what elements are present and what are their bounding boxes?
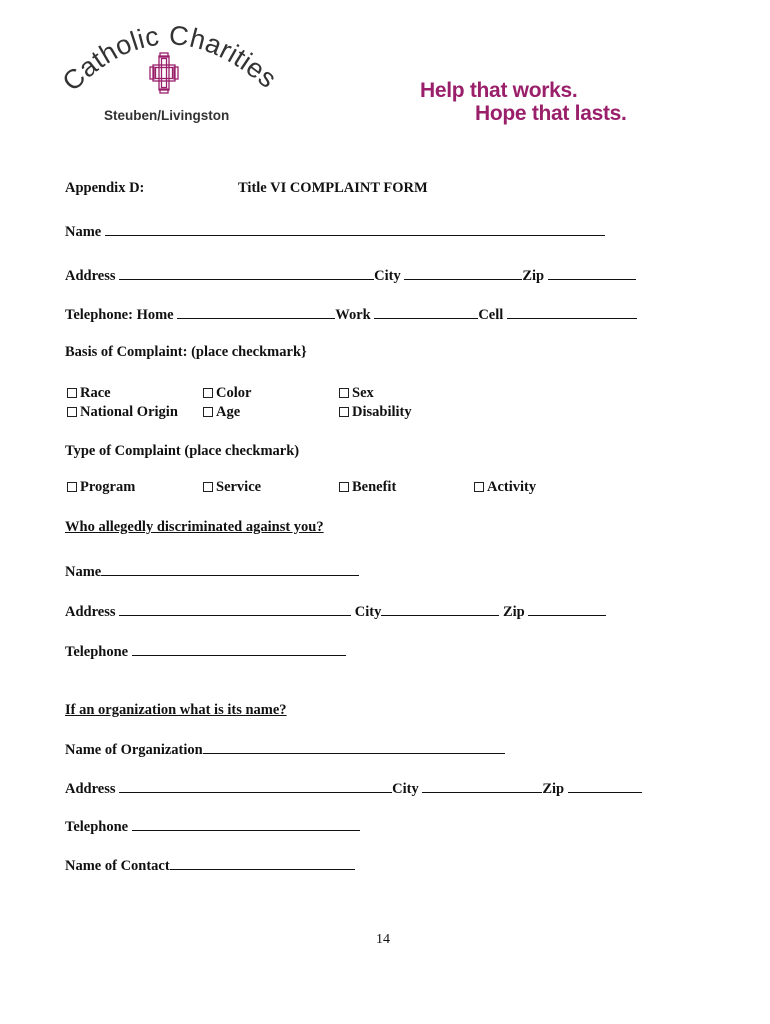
checkbox[interactable] — [203, 407, 213, 417]
discriminator-address-row — [65, 602, 606, 621]
discriminator-name-field[interactable] — [101, 562, 359, 576]
org-zip-field[interactable] — [568, 779, 642, 793]
discriminator-name-row — [65, 562, 359, 581]
checkbox[interactable] — [67, 388, 77, 398]
checkbox[interactable] — [474, 482, 484, 492]
address-label: Address — [65, 268, 116, 284]
org-address-row — [65, 779, 642, 798]
discriminator-zip-field[interactable] — [528, 602, 606, 616]
address-label: Address — [65, 604, 116, 620]
discriminator-telephone-row — [65, 642, 346, 661]
basis-heading: Basis of Complaint: (place checkmark} — [65, 344, 307, 360]
telephone-home-label: Telephone: Home — [65, 307, 174, 323]
catholic-charities-logo — [60, 14, 290, 129]
city-label: City — [354, 604, 382, 620]
city-field[interactable] — [404, 266, 522, 280]
cell-label: Cell — [478, 307, 504, 323]
complainant-name-row — [65, 222, 605, 241]
cross-emblem-icon — [150, 53, 178, 93]
address-field[interactable] — [119, 266, 374, 280]
telephone-label: Telephone — [65, 819, 129, 835]
basis-option-sex[interactable]: Sex — [339, 385, 374, 402]
checkbox[interactable] — [203, 388, 213, 398]
org-address-field[interactable] — [119, 779, 392, 793]
name-label: Name — [65, 564, 102, 580]
org-contact-field[interactable] — [170, 856, 355, 870]
work-label: Work — [335, 307, 371, 323]
basis-option-national-origin[interactable]: National Origin — [67, 404, 178, 421]
discriminator-telephone-field[interactable] — [132, 642, 346, 656]
basis-option-race[interactable]: Race — [67, 385, 111, 402]
org-contact-row — [65, 856, 355, 875]
name-field[interactable] — [105, 222, 605, 236]
basis-option-age[interactable]: Age — [203, 404, 240, 421]
type-option-program[interactable]: Program — [67, 479, 135, 496]
type-option-activity[interactable]: Activity — [474, 479, 536, 496]
type-option-service[interactable]: Service — [203, 479, 261, 496]
complainant-address-row — [65, 266, 636, 285]
appendix-label: Appendix D: — [65, 180, 145, 196]
telephone-work-field[interactable] — [374, 305, 478, 319]
org-telephone-row — [65, 817, 360, 836]
discriminator-address-field[interactable] — [119, 602, 351, 616]
arched-logo-text — [60, 14, 290, 114]
city-label: City — [392, 781, 419, 797]
type-option-benefit[interactable]: Benefit — [339, 479, 396, 496]
org-name-row — [65, 740, 505, 759]
type-heading: Type of Complaint (place checkmark) — [65, 443, 300, 459]
telephone-label: Telephone — [65, 644, 129, 660]
org-telephone-field[interactable] — [132, 817, 360, 831]
telephone-home-field[interactable] — [177, 305, 335, 319]
checkbox[interactable] — [203, 482, 213, 492]
checkbox[interactable] — [67, 482, 77, 492]
city-label: City — [374, 268, 401, 284]
name-label: Name — [65, 224, 102, 240]
address-label: Address — [65, 781, 116, 797]
checkbox[interactable] — [339, 482, 349, 492]
tagline-line-1: Help that works. — [420, 79, 578, 102]
basis-option-disability[interactable]: Disability — [339, 404, 412, 421]
complainant-telephone-row — [65, 305, 637, 324]
tagline-line-2: Hope that lasts. — [475, 102, 627, 125]
discriminator-city-field[interactable] — [381, 602, 499, 616]
form-title: Title VI COMPLAINT FORM — [238, 180, 428, 196]
organization-heading: If an organization what is its name? — [65, 702, 287, 718]
zip-label: Zip — [502, 604, 525, 620]
checkbox[interactable] — [339, 388, 349, 398]
svg-text:Catholic Charities: Catholic Charities — [60, 20, 283, 97]
checkbox[interactable] — [339, 407, 349, 417]
zip-label: Zip — [542, 781, 565, 797]
discriminator-heading: Who allegedly discriminated against you? — [65, 519, 324, 535]
org-name-label: Name of Organization — [65, 742, 203, 758]
telephone-cell-field[interactable] — [507, 305, 637, 319]
zip-field[interactable] — [548, 266, 636, 280]
basis-option-color[interactable]: Color — [203, 385, 251, 402]
contact-label: Name of Contact — [65, 858, 170, 874]
checkbox[interactable] — [67, 407, 77, 417]
org-city-field[interactable] — [422, 779, 542, 793]
page-number: 14 — [376, 932, 390, 947]
logo-region-label: Steuben/Livingston — [104, 108, 230, 123]
org-name-field[interactable] — [203, 740, 505, 754]
zip-label: Zip — [522, 268, 545, 284]
